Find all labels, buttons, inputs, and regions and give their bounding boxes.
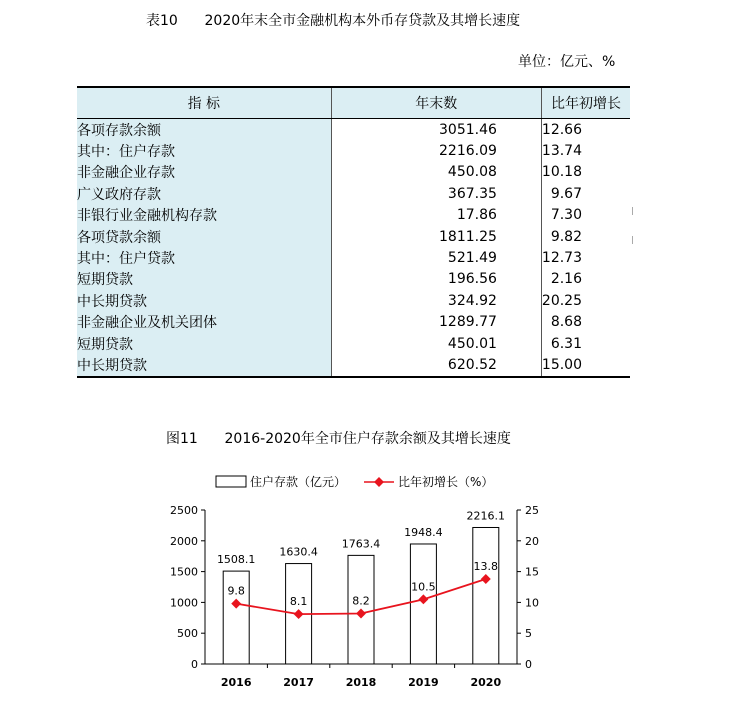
unit-label: 单位：亿元、% <box>518 54 616 70</box>
row-label: 广义政府存款 <box>77 183 331 204</box>
row-growth-value: 6.31 <box>541 333 630 354</box>
row-label: 短期贷款 <box>77 269 331 290</box>
header-indicator: 指 标 <box>77 87 331 119</box>
row-year-end-value: 3051.46 <box>331 119 541 141</box>
row-year-end-value: 2216.09 <box>331 140 541 161</box>
row-growth-value: 15.00 <box>541 354 630 376</box>
left-tick-label: 1500 <box>170 565 198 579</box>
figure-title: 图11 2016-2020年全市住户存款余额及其增长速度 <box>166 431 511 447</box>
right-tick-label: 0 <box>525 658 532 671</box>
growth-label-2019: 10.5 <box>411 580 436 594</box>
table-row <box>77 312 630 333</box>
row-label: 非银行业金融机构存款 <box>77 205 331 226</box>
bar-label-2018: 1763.4 <box>341 537 381 551</box>
table-row <box>77 333 630 354</box>
left-tick-label: 0 <box>191 658 198 671</box>
table-header-row <box>77 87 630 119</box>
header-growth: 比年初增长 <box>541 87 630 119</box>
bar-label-2017: 1630.4 <box>279 545 318 559</box>
table-row <box>77 140 630 161</box>
row-growth-value: 7.30 <box>541 205 630 226</box>
row-year-end-value: 196.56 <box>331 269 541 290</box>
bar-2020 <box>473 527 499 664</box>
table-row <box>77 183 630 204</box>
row-label: 各项存款余额 <box>77 119 331 141</box>
row-year-end-value: 521.49 <box>331 247 541 268</box>
margin-tick <box>632 207 633 215</box>
left-tick-label: 2000 <box>170 534 198 548</box>
header-year-end: 年末数 <box>331 87 541 119</box>
table-row <box>77 354 630 376</box>
bar-label-2020: 2216.1 <box>466 509 506 523</box>
x-tick-label-2016: 2016 <box>220 676 252 689</box>
x-tick-label-2017: 2017 <box>283 676 314 689</box>
chart-legend <box>216 474 493 489</box>
legend-bar-label: 住户存款（亿元） <box>250 475 347 489</box>
row-growth-value: 13.74 <box>541 140 630 161</box>
row-growth-value: 9.67 <box>541 183 630 204</box>
row-year-end-value: 367.35 <box>331 183 541 204</box>
left-tick-label: 2500 <box>170 504 198 517</box>
growth-label-2017: 8.1 <box>289 595 308 609</box>
table-title: 表10 2020年末全市金融机构本外币存贷款及其增长速度 <box>146 13 521 29</box>
bar-label-2016: 1508.1 <box>216 553 256 567</box>
growth-label-2018: 8.2 <box>352 594 370 608</box>
row-year-end-value: 450.01 <box>331 333 541 354</box>
legend-bar-swatch <box>216 476 246 487</box>
row-label: 其中：住户存款 <box>77 140 331 161</box>
row-label: 短期贷款 <box>77 333 331 354</box>
row-label: 各项贷款余额 <box>77 226 331 247</box>
row-label: 中长期贷款 <box>77 354 331 376</box>
legend-line-marker <box>374 477 384 487</box>
margin-tick <box>632 236 633 244</box>
row-label: 其中：住户贷款 <box>77 247 331 268</box>
row-growth-value: 2.16 <box>541 269 630 290</box>
row-year-end-value: 1811.25 <box>331 226 541 247</box>
row-year-end-value: 620.52 <box>331 354 541 376</box>
left-tick-label: 1000 <box>170 596 198 610</box>
right-tick-label: 20 <box>525 534 539 548</box>
right-tick-label: 5 <box>525 627 532 641</box>
x-tick-label-2019: 2019 <box>408 676 439 689</box>
right-tick-label: 15 <box>525 565 539 579</box>
row-growth-value: 12.66 <box>541 119 630 141</box>
household-deposit-chart <box>150 462 570 698</box>
x-tick-label-2020: 2020 <box>470 676 502 689</box>
table-row <box>77 226 630 247</box>
x-tick-label-2018: 2018 <box>345 676 377 689</box>
row-year-end-value: 17.86 <box>331 205 541 226</box>
row-label: 中长期贷款 <box>77 290 331 311</box>
growth-label-2016: 9.8 <box>227 584 245 598</box>
table-row <box>77 247 630 268</box>
right-tick-label: 25 <box>525 504 539 517</box>
table-row <box>77 119 630 141</box>
row-year-end-value: 450.08 <box>331 162 541 183</box>
row-label: 非金融企业存款 <box>77 162 331 183</box>
table-row <box>77 205 630 226</box>
legend-line-label: 比年初增长（%） <box>398 475 494 489</box>
table-row <box>77 269 630 290</box>
right-tick-label: 10 <box>525 596 539 610</box>
bar-label-2019: 1948.4 <box>404 525 443 539</box>
row-label: 非金融企业及机关团体 <box>77 312 331 333</box>
table-row <box>77 290 630 311</box>
growth-label-2020: 13.8 <box>473 559 499 573</box>
left-tick-label: 500 <box>177 627 198 641</box>
row-growth-value: 20.25 <box>541 290 630 311</box>
table-row <box>77 162 630 183</box>
row-year-end-value: 324.92 <box>331 290 541 311</box>
row-growth-value: 12.73 <box>541 247 630 268</box>
row-growth-value: 10.18 <box>541 162 630 183</box>
deposit-loan-table <box>77 86 630 378</box>
row-year-end-value: 1289.77 <box>331 312 541 333</box>
row-growth-value: 9.82 <box>541 226 630 247</box>
row-growth-value: 8.68 <box>541 312 630 333</box>
